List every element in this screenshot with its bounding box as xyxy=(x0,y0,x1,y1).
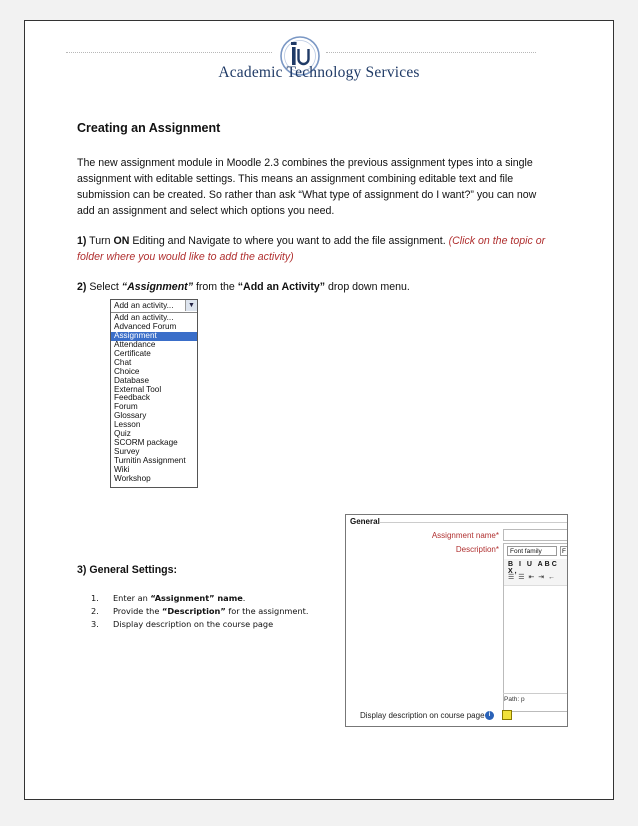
add-activity-dropdown[interactable] xyxy=(110,299,198,488)
font-size-select[interactable]: F xyxy=(560,546,568,556)
step-2-pre: Select xyxy=(86,281,122,293)
header-rule-left xyxy=(66,52,272,53)
step-1-on: ON xyxy=(113,235,130,247)
org-name: Academic Technology Services xyxy=(218,64,420,81)
dropdown-option[interactable]: Assignment xyxy=(111,332,197,341)
dropdown-option[interactable]: Forum xyxy=(114,402,138,412)
step-3-title: 3) General Settings: xyxy=(77,564,178,576)
dropdown-option[interactable]: SCORM package xyxy=(114,438,178,448)
editor-path: Path: p xyxy=(504,696,525,703)
path-rule xyxy=(503,693,568,694)
step-2-mid: from the xyxy=(193,281,238,293)
list-buttons[interactable]: ☰ ☰ ⇤ ⇥ ← xyxy=(508,574,557,581)
dropdown-option[interactable]: Database xyxy=(114,375,150,385)
chevron-down-icon[interactable]: ▼ xyxy=(185,300,197,311)
list-text-end: for the assignment. xyxy=(225,606,309,616)
dropdown-option[interactable]: Choice xyxy=(114,366,140,376)
step-1-note: (Click on the topic or folder where you would like to add the activity) xyxy=(77,235,546,263)
list-text-end: . xyxy=(242,593,246,603)
step-2-assignment: “Assignment” xyxy=(121,281,193,293)
dropdown-selected[interactable] xyxy=(111,300,197,313)
step-2-number: 2) xyxy=(77,281,87,293)
list-bold: “Assignment” name xyxy=(150,593,243,603)
dropdown-option[interactable]: Survey xyxy=(114,447,140,457)
description-label: Description* xyxy=(455,545,499,554)
step-2-post: drop down menu. xyxy=(325,281,410,293)
list-item xyxy=(77,592,308,605)
step-1 xyxy=(77,233,547,265)
dropdown-selected-label: Add an activity... xyxy=(114,300,174,310)
general-settings-panel xyxy=(345,514,568,727)
intro-paragraph: The new assignment module in Moodle 2.3 combines the previous assignment types into a single assignment with editable settings. This means an assignment combining editable text and file submission can be created. So rather than ask “What type of assignment do I want?” you can now add an assignment and select which options you need. xyxy=(77,157,537,217)
step-3-list xyxy=(77,592,308,631)
dropdown-option[interactable]: Turnitin Assignment xyxy=(114,456,186,465)
dropdown-option[interactable]: Chat xyxy=(114,357,132,367)
dropdown-option[interactable]: Wiki xyxy=(114,464,130,474)
dropdown-option[interactable]: Certificate xyxy=(114,348,151,358)
step-1-number: 1) xyxy=(77,235,87,247)
step-1-text: Editing and Navigate to where you want to add the file assignment. xyxy=(129,235,449,247)
dropdown-option[interactable]: Lesson xyxy=(114,420,141,430)
list-text: Enter an xyxy=(113,593,151,603)
assignment-name-input[interactable] xyxy=(503,529,568,541)
page-title: Creating an Assignment xyxy=(77,121,221,135)
display-description-label: Display description on course page xyxy=(360,711,485,720)
general-title: General xyxy=(350,517,380,526)
header-rule-right xyxy=(326,52,536,53)
list-text: Provide the xyxy=(113,606,162,616)
format-buttons[interactable]: B I U ABC X, xyxy=(508,561,559,575)
dropdown-option[interactable]: External Tool xyxy=(114,384,162,394)
list-text: Display description on the course page xyxy=(113,619,274,629)
assignment-name-label: Assignment name* xyxy=(431,531,499,540)
general-rule xyxy=(380,522,568,523)
step-2-add-activity: “Add an Activity” xyxy=(237,281,326,293)
list-number: 2. xyxy=(91,606,99,616)
list-number: 3. xyxy=(91,619,99,629)
step-2 xyxy=(77,279,547,295)
display-description-checkbox[interactable] xyxy=(502,710,512,720)
dropdown-option[interactable]: Add an activity... xyxy=(114,313,174,322)
list-number: 1. xyxy=(91,593,99,603)
dropdown-list xyxy=(111,313,197,484)
list-bold: “Description” xyxy=(162,606,226,616)
dropdown-option[interactable]: Advanced Forum xyxy=(114,321,177,331)
dropdown-option[interactable]: Workshop xyxy=(114,473,151,483)
list-item xyxy=(77,618,308,631)
info-icon[interactable]: i xyxy=(485,711,494,720)
list-item xyxy=(77,605,308,618)
main-content xyxy=(77,120,547,309)
dropdown-option[interactable]: Attendance xyxy=(114,339,156,349)
editor-toolbar xyxy=(504,559,568,586)
font-family-select[interactable]: Font family xyxy=(507,546,557,556)
step-1-pre: Turn xyxy=(86,235,114,247)
dropdown-option[interactable]: Feedback xyxy=(114,393,150,403)
dropdown-option[interactable]: Glossary xyxy=(114,411,147,421)
dropdown-option[interactable]: Quiz xyxy=(114,429,131,439)
